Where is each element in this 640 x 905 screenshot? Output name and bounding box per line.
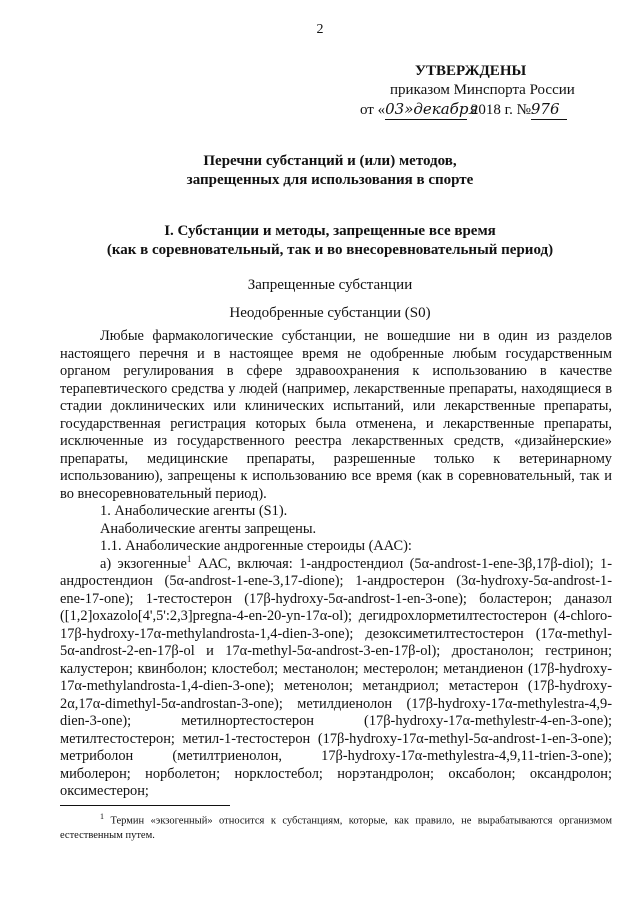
handwritten-order-number: 976 bbox=[531, 100, 567, 120]
handwritten-date: 03»декабря bbox=[385, 100, 479, 118]
footnote-divider bbox=[60, 805, 230, 806]
footnote-number: 1 bbox=[100, 812, 104, 821]
subheading-prohibited: Запрещенные субстанции bbox=[247, 277, 413, 293]
section-heading-line-1: I. Субстанции и методы, запрещенные все время bbox=[164, 223, 496, 239]
subheading-s0: Неодобренные субстанции (S0) bbox=[229, 305, 431, 321]
document-title bbox=[60, 152, 600, 190]
approval-stamp bbox=[360, 62, 590, 120]
document-body bbox=[60, 328, 612, 801]
approval-order-line: приказом Минспорта России bbox=[390, 82, 575, 98]
approval-title: УТВЕРЖДЕНЫ bbox=[415, 63, 527, 79]
paragraph-exogenous bbox=[60, 553, 612, 801]
paragraph-s0: Любые фармакологические субстанции, не вошедшие ни в один из разделов настоящего перечня и в настоящее время не одобренные любым государственным органом регулирования в сфере здравоохранения к использованию в качестве терапевтического средства у людей (например, лекарственные препараты, находящиеся в стадии доклинических или клинических испытаний, или лекарственные препараты, государственная регистрация которых была отменена, и лекарственные препараты, исключенные из государственного реестра лекарственных средств, «дизайнерские» препараты, медицинские препараты, разрешенные только к ветеринарному использованию), запрещены к использованию все время (как в соревновательный, так и во внесоревновательный период). bbox=[60, 328, 612, 502]
exogenous-lead: а) экзогенные bbox=[100, 555, 187, 572]
footnote-text: Термин «экзогенный» относится к субстанциям, которые, как правило, не вырабатываются организмом естественным путем. bbox=[60, 815, 612, 841]
substance-list: ААС, включая: 1-андростендиол (5α-androst-1-ene-3β,17β-diol); 1-андростендион (5α-androst-1-ene-3,17-dione); 1-андростерон (3α-hydroxy-5α-androst-1-ene-17-one); 1-тестостерон (17β-hydroxy-5α-androst-1-en-3-one); боластерон; даназол ([1,2]oxazolo[4',5':2,3]pregna-4-en-20-yn-17α-ol); дегидрохлорметилтестостерон (4-chloro-17β-hydroxy-17α-methylandrosta-1,4-dien-3-one); дезоксиметилтестостерон (17α-methyl-5α-androst-2-en-17β-ol и 17α-methyl-5α-androst-3-en-17β-ol); дростанолон; гестринон; калустерон; квинболон; клостебол; местанолон; местеролон; метандиенон (17β-hydroxy-17α-methylandrosta-1,4-dien-3-one); метенолон; метандриол; метастерон (17β-hydroxy-2α,17α-dimethyl-5α-androstan-3-one); метилдиенолон (17β-hydroxy-17α-methylestra-4,9-dien-3-one); метилнортестостерон (17β-hydroxy-17α-methylestr-4-en-3-one); метилтестостерон; метил-1-тестостерон (17β-hydroxy-17α-methyl-5α-androst-1-en-3-one); метриболон (метилтриенолон, 17β-hydroxy-17α-methylestra-4,9,11-trien-3-one); миболерон; норболетон; норклостебол; норэтандролон; оксаболон; оксандролон; оксиместерон; bbox=[60, 555, 612, 799]
paragraph-s1: 1. Анаболические агенты (S1). bbox=[100, 503, 288, 519]
footnote-ref: 1 bbox=[186, 553, 192, 564]
section-heading-line-2: (как в соревновательный, так и во внесоревновательный период) bbox=[106, 242, 554, 258]
approval-year: 2018 г. № bbox=[470, 102, 531, 118]
approval-date-line bbox=[360, 100, 590, 120]
page-number: 2 bbox=[316, 22, 324, 37]
footnote bbox=[60, 810, 612, 843]
paragraph-anabolic: Анаболические агенты запрещены. bbox=[100, 520, 317, 537]
approval-from: от « bbox=[360, 102, 386, 118]
document-title-line-1: Перечни субстанций и (или) методов, bbox=[203, 153, 457, 169]
paragraph-aas: 1.1. Анаболические андрогенные стероиды (ААС): bbox=[100, 538, 412, 554]
document-title-line-2: запрещенных для использования в спорте bbox=[186, 172, 474, 188]
section-heading bbox=[60, 222, 600, 260]
